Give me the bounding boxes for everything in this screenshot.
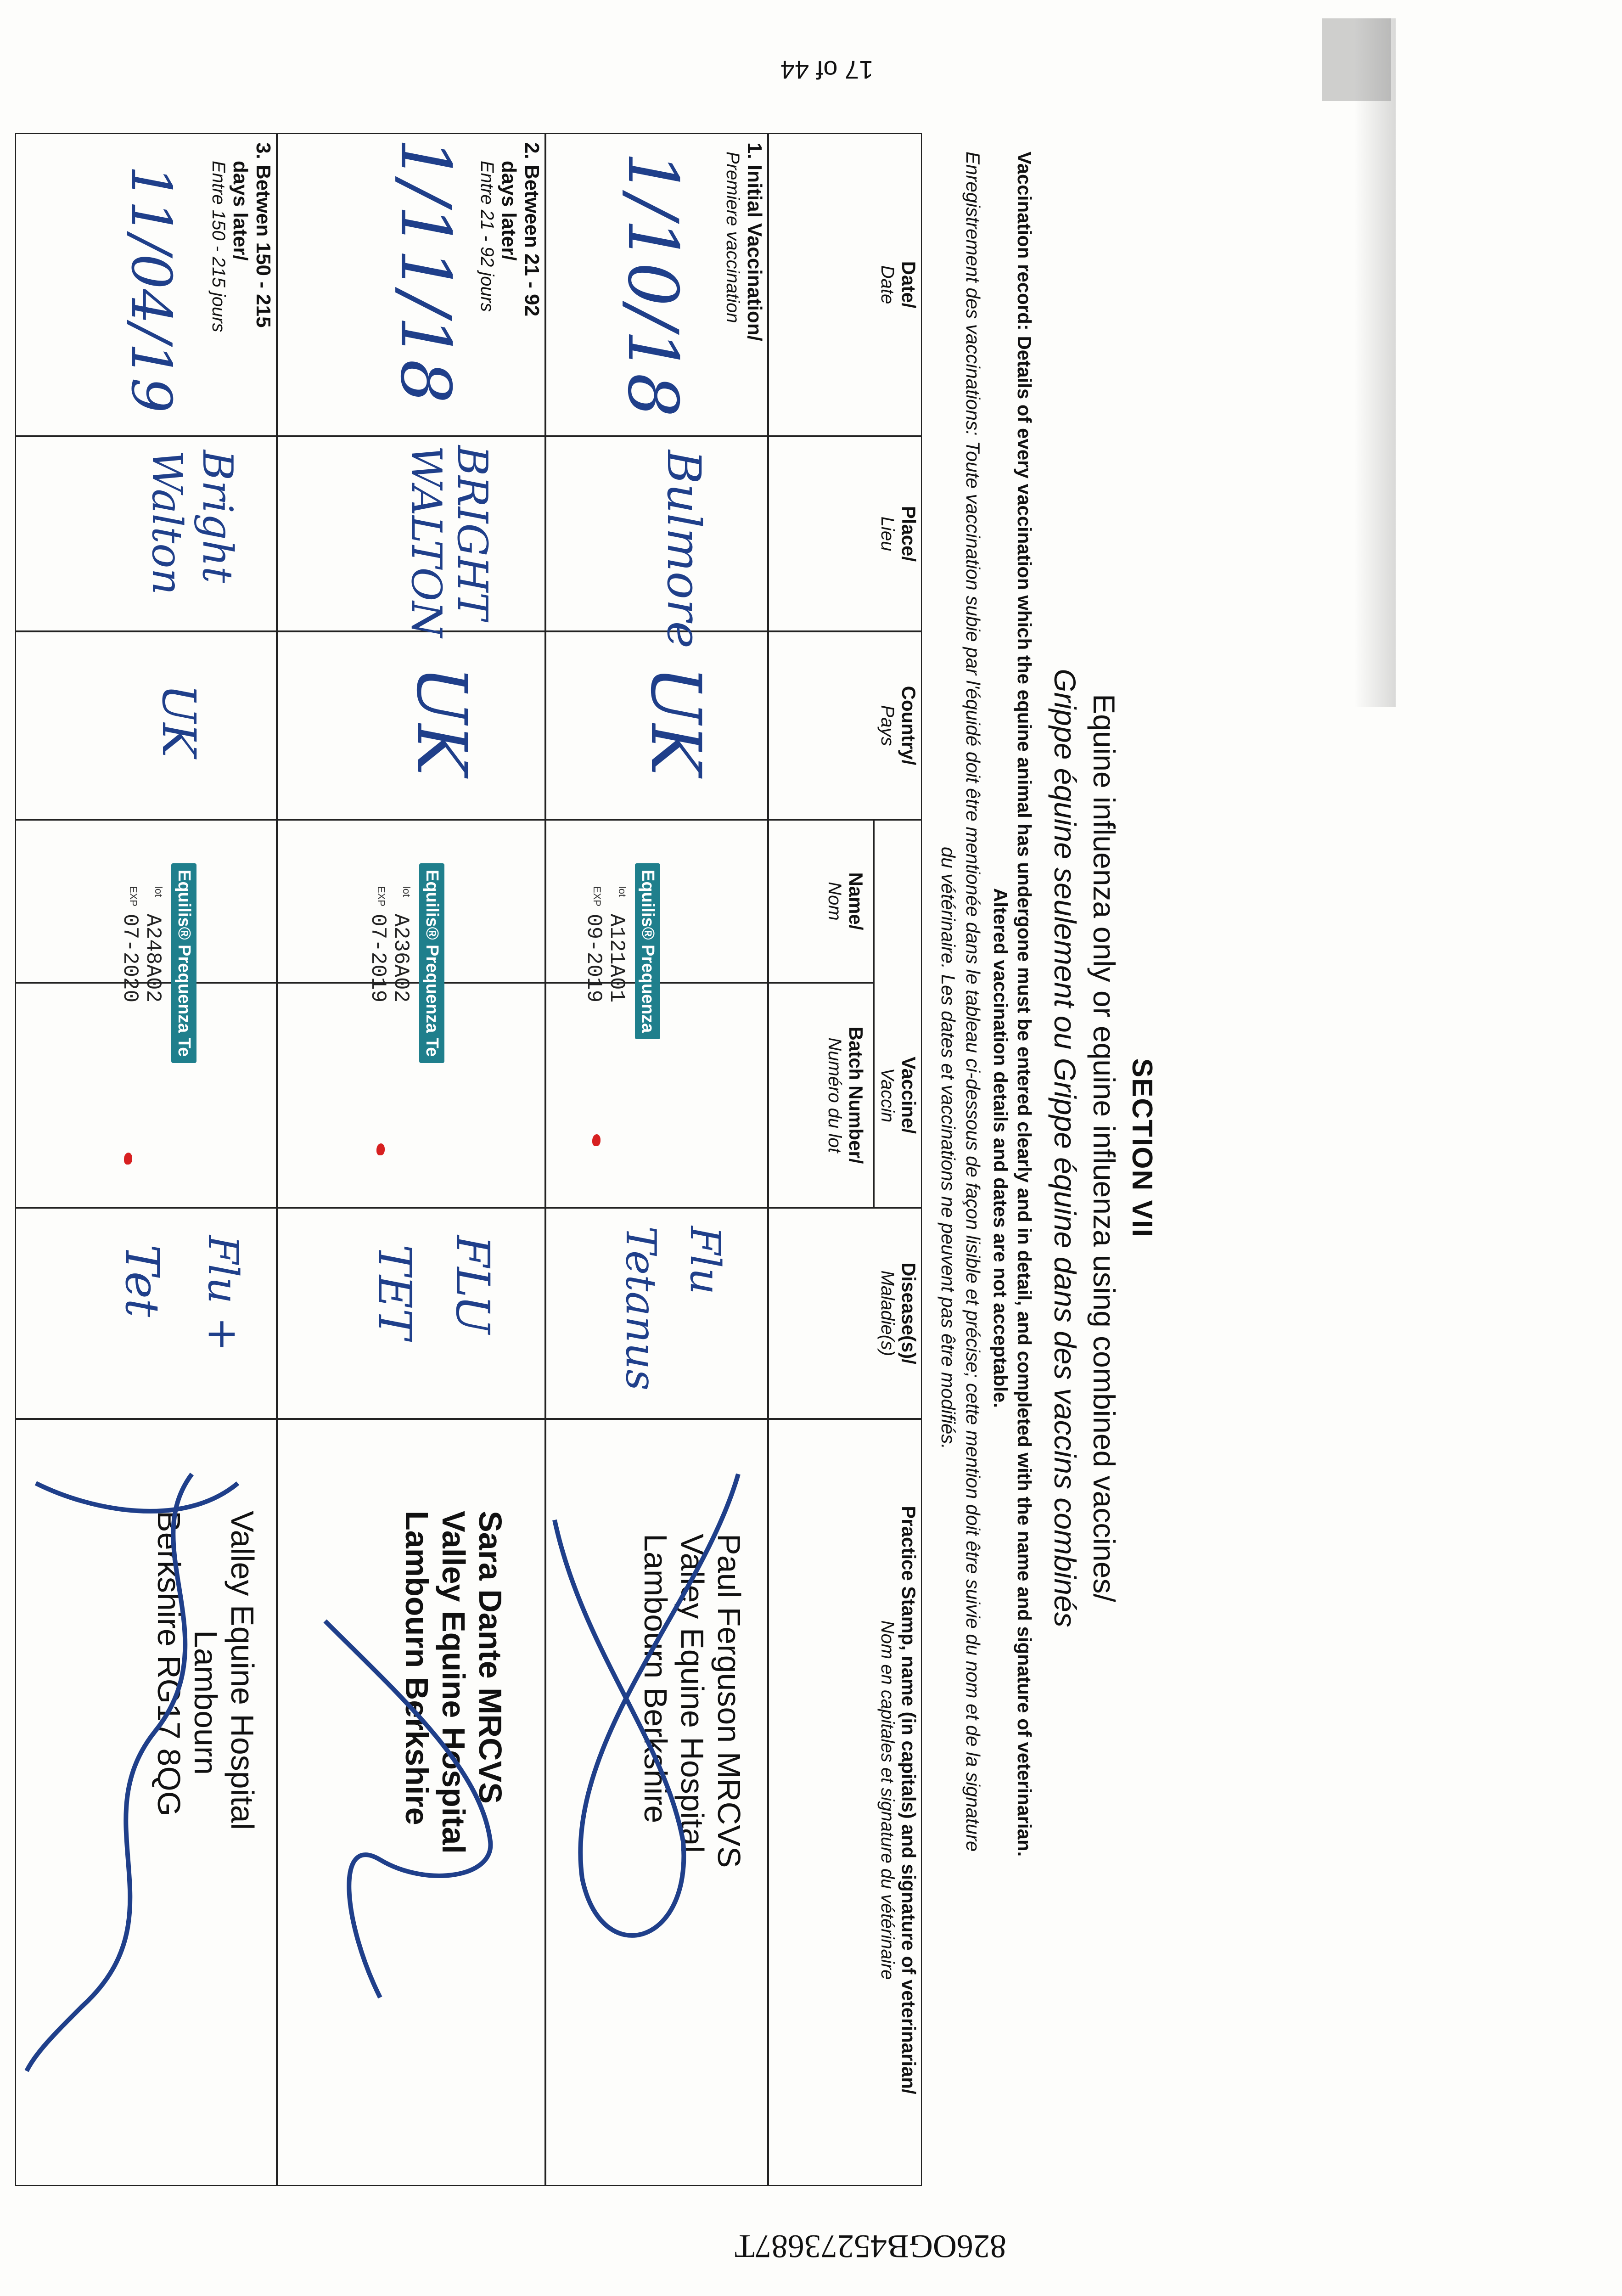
table-row	[545, 133, 766, 436]
header-country-fr: Pays	[877, 705, 898, 746]
section-title: SECTION VII	[1126, 1058, 1158, 1238]
header-name-en: Name/	[845, 872, 867, 930]
vaccination-country: UK	[401, 666, 481, 776]
row-label-fr: Entre 150 - 215 jours	[208, 161, 229, 332]
document-code: 826OGB45273687T	[735, 2228, 1006, 2265]
header-stamp-en: Practice Stamp, name (in capitals) and signature of veterinarian/	[898, 1506, 920, 2094]
header-place-fr: Lieu	[877, 516, 898, 551]
red-mark	[124, 1153, 132, 1165]
disease-1: FLU	[446, 1235, 500, 1334]
red-mark	[592, 1134, 601, 1146]
vaccination-date: 1/10/18	[612, 152, 692, 417]
disease-1: Flu	[681, 1226, 729, 1295]
batch-info	[366, 914, 412, 1002]
vaccination-country: UK	[635, 666, 715, 776]
disease-2: Tetanus	[617, 1226, 665, 1391]
header-batch-fr: Numéro du lot	[825, 1037, 845, 1153]
header-date-fr: Date	[877, 265, 898, 304]
vaccination-place: BRIGHT WALTON	[402, 445, 496, 638]
batch-number: A248A02	[141, 914, 165, 1003]
title-french: Grippe équine seulement ou Grippe équine dans des vaccins combinés	[1048, 669, 1082, 1627]
intro-english: Vaccination record: Details of every vaccination which the equine animal has undergone must be entered clearly and in detail, and completed with the name and signature of veterinarian.	[1014, 152, 1035, 1857]
red-mark	[376, 1143, 385, 1155]
batch-expiry: 07-2020	[118, 914, 142, 1003]
header-country-en: Country/	[898, 686, 920, 765]
signature-1	[545, 1465, 757, 2108]
disease-2: TET	[368, 1244, 421, 1339]
vaccination-place: Bulmore	[657, 450, 711, 648]
row-label: 2. Between 21 - 92	[521, 142, 543, 317]
header-stamp-fr: Nom en capitales et signature du vétérinaire	[877, 1620, 898, 1980]
stamp-practice: Valley Equine Hospital	[436, 1511, 471, 1854]
header-batch	[824, 983, 867, 1208]
intro-english-2: Altered vaccination details and dates are not acceptable.	[990, 888, 1011, 1408]
vaccination-date: 11/04/19	[119, 165, 183, 413]
vaccine-sticker: Equilis® Prequenza Te	[419, 863, 444, 1063]
vaccination-date: 1/11/18	[385, 138, 465, 404]
batch-info	[118, 914, 164, 1002]
header-vaccine-fr: Vaccin	[877, 1068, 898, 1123]
disease-1: Flu +	[199, 1235, 247, 1352]
intro-french: Enregistrement des vaccinations: Toute vaccination subie par l'équidé doit être mentionée dans le tableau ci-dessous de façon lisible et précise; cette mention doit être suivie du nom et de la signature	[962, 152, 984, 1852]
header-vaccine	[877, 983, 920, 1208]
header-name	[824, 820, 867, 983]
lot-label: lot	[617, 886, 628, 897]
title-english: Equine influenza only or equine influenza using combined vaccines/	[1087, 694, 1121, 1602]
batch-info	[582, 914, 628, 1002]
stamp-location: Lambourn Berkshire	[399, 1511, 435, 1825]
row-label-2: days later/	[229, 161, 252, 261]
disease-2: Tet	[115, 1244, 169, 1317]
intro-french-2: du vétérinaire. Les dates et vaccinations ne peuvent pas être modifiés.	[937, 846, 959, 1450]
table-row	[277, 133, 543, 436]
vaccine-sticker: Equilis® Prequenza Te	[171, 863, 196, 1063]
header-disease	[877, 1208, 920, 1419]
stamp-location: Lambourn Berkshire	[638, 1534, 673, 1823]
header-country	[877, 631, 920, 820]
header-vaccine-en: Vaccine/	[898, 1056, 920, 1134]
exp-label: EXP	[591, 886, 603, 907]
header-disease-en: Disease(s)/	[898, 1262, 920, 1364]
row-label-2: days later/	[498, 161, 520, 261]
stamp-practice: Valley Equine Hospital	[224, 1511, 260, 1830]
stamp-location: Lambourn	[188, 1630, 224, 1775]
exp-label: EXP	[128, 886, 139, 907]
header-place-en: Place/	[898, 506, 920, 562]
vaccine-sticker: Equilis® Prequenza	[635, 863, 660, 1039]
signature-2	[288, 1603, 518, 2016]
header-place	[877, 436, 920, 631]
lot-label: lot	[401, 886, 412, 897]
row-label-fr: Entre 21 - 92 jours	[477, 161, 497, 312]
batch-number: A121A01	[605, 914, 629, 1003]
signature-3	[17, 1456, 275, 2099]
table-row	[17, 133, 275, 436]
lot-label: lot	[153, 886, 164, 897]
row-label: 3. Betwen 150 - 215	[252, 142, 275, 328]
page-number: 17 of 44	[780, 56, 874, 84]
header-batch-en: Batch Number/	[845, 1026, 867, 1164]
vaccination-country: UK	[152, 684, 206, 757]
exp-label: EXP	[376, 886, 387, 907]
header-name-fr: Nom	[825, 882, 845, 921]
vaccination-table	[0, 133, 922, 2186]
header-stamp	[877, 1428, 920, 2172]
stamp-vet-name: Sara Dante MRCVS	[472, 1511, 508, 1804]
batch-number: A236A02	[389, 914, 413, 1003]
header-disease-fr: Maladie(s)	[877, 1270, 898, 1356]
batch-expiry: 09-2019	[582, 914, 606, 1003]
header-date	[877, 133, 922, 436]
batch-expiry: 07-2019	[366, 914, 390, 1003]
stamp-vet-name: Paul Ferguson MRCVS	[711, 1534, 747, 1868]
stamp-practice: Valley Equine Hospital	[674, 1534, 710, 1853]
vaccination-place: Bright Walton	[143, 450, 241, 595]
row-label-fr: Premiere vaccination	[723, 152, 743, 323]
header-date-en: Date/	[898, 261, 920, 309]
row-label: 1. Initial Vaccination/	[743, 142, 766, 341]
stamp-address: Berkshire RG17 8QG	[151, 1511, 187, 1817]
